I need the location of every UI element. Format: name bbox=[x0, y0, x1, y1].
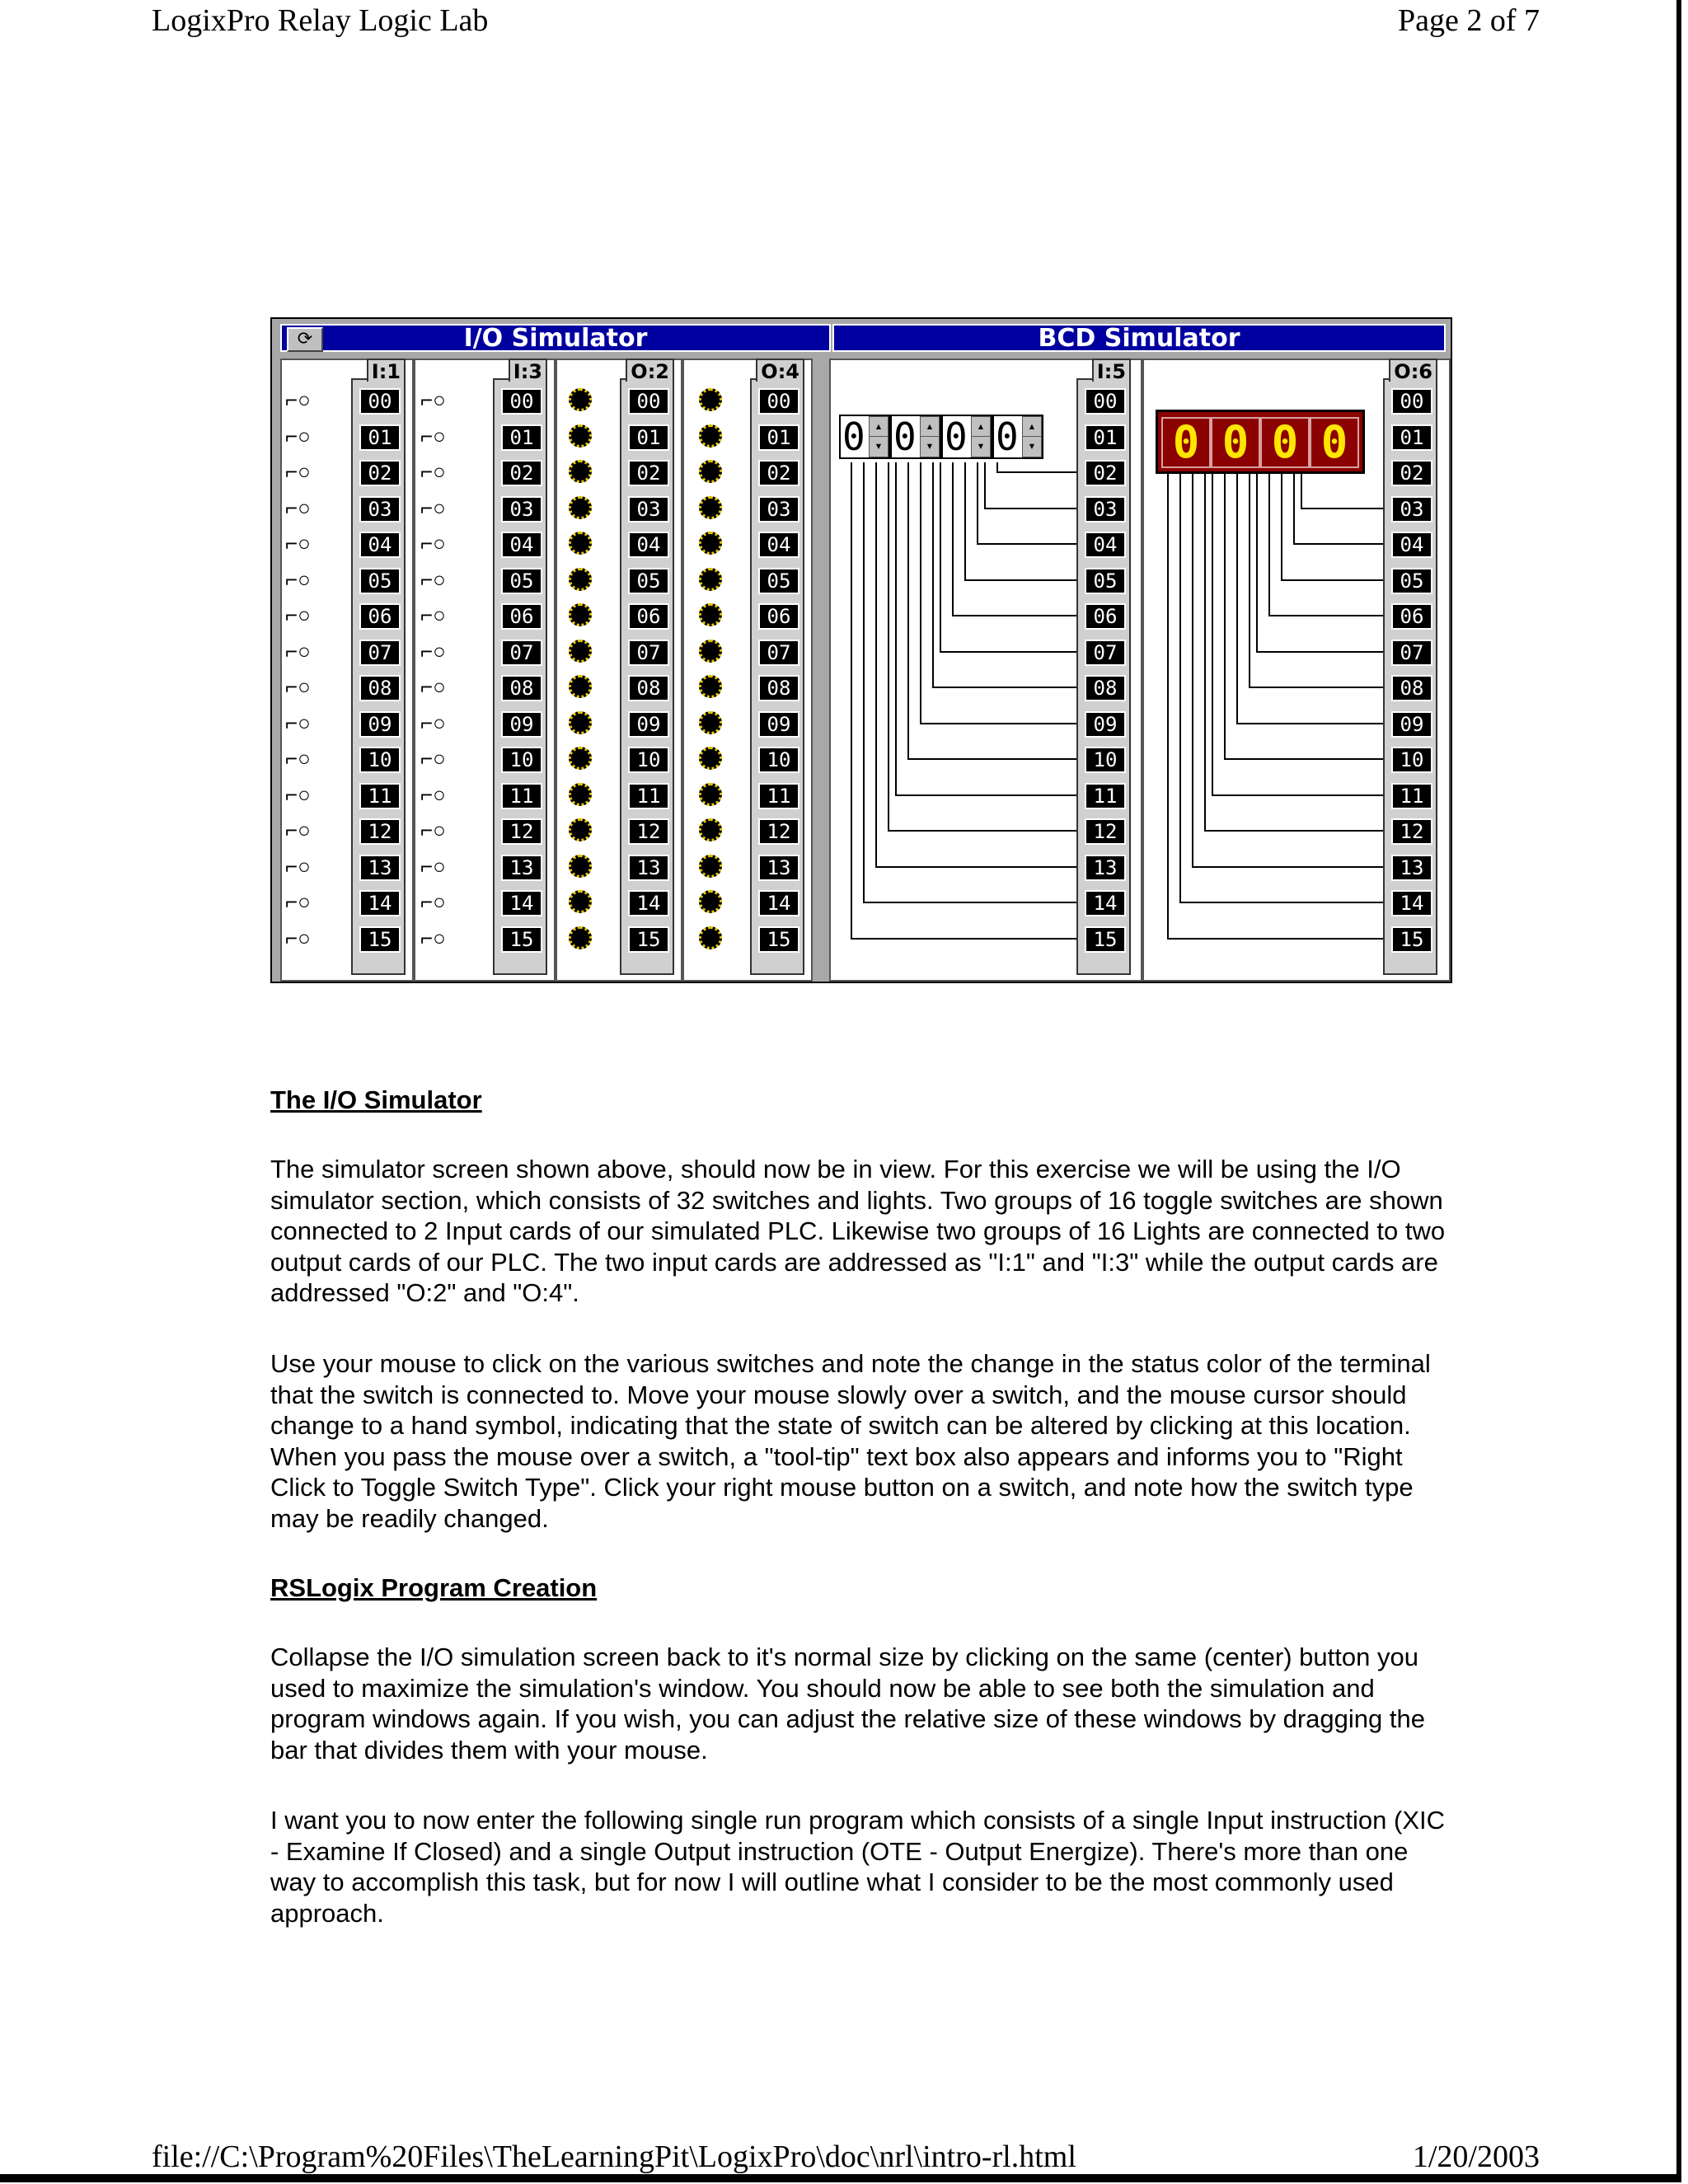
toggle-switch-02[interactable]: ⌐○ bbox=[285, 459, 311, 484]
input-card-i5 bbox=[1076, 360, 1131, 975]
bcd-wire bbox=[888, 830, 1076, 832]
toggle-switch-02[interactable]: ⌐○ bbox=[420, 459, 446, 484]
bcd-wire bbox=[907, 758, 1076, 760]
o2-terminal-04: 04 bbox=[628, 532, 669, 558]
bcd-column-i5 bbox=[829, 359, 1142, 982]
bcd-wire bbox=[996, 471, 1076, 473]
bcd-wire bbox=[851, 938, 1076, 940]
i1-terminal-11: 11 bbox=[359, 783, 401, 809]
pilot-light-09 bbox=[569, 711, 592, 734]
i5-terminal-12: 12 bbox=[1085, 818, 1126, 845]
o4-terminal-03: 03 bbox=[758, 496, 799, 523]
card-label: O:6 bbox=[1389, 359, 1437, 382]
i1-terminal-10: 10 bbox=[359, 747, 401, 773]
bcd-column-o6 bbox=[1142, 359, 1451, 982]
o6-terminal-05: 05 bbox=[1391, 568, 1432, 594]
o4-terminal-11: 11 bbox=[758, 783, 799, 809]
pilot-light-01 bbox=[569, 424, 592, 448]
thumbwheel[interactable]: 0 ▴ ▾ bbox=[992, 415, 1043, 459]
toggle-switch-10[interactable]: ⌐○ bbox=[420, 746, 446, 771]
toggle-switch-00[interactable]: ⌐○ bbox=[285, 387, 311, 412]
bcd-wire bbox=[932, 462, 934, 687]
i3-terminal-03: 03 bbox=[501, 496, 542, 523]
o2-terminal-13: 13 bbox=[628, 855, 669, 881]
o6-terminal-01: 01 bbox=[1391, 424, 1432, 451]
led-digit: 0 bbox=[1260, 417, 1310, 468]
bcd-wire bbox=[851, 462, 852, 938]
pilot-light-12 bbox=[569, 818, 592, 841]
bcd-wire bbox=[1204, 472, 1206, 830]
toggle-switch-05[interactable]: ⌐○ bbox=[285, 566, 311, 592]
o2-terminal-06: 06 bbox=[628, 603, 669, 630]
i3-terminal-14: 14 bbox=[501, 890, 542, 916]
bcd-wire bbox=[1249, 687, 1383, 688]
bcd-wire bbox=[940, 651, 1076, 653]
bcd-wire bbox=[1192, 866, 1383, 868]
bcd-wire bbox=[932, 687, 1076, 688]
paragraph-2: Use your mouse to click on the various switches and note the change in the status color of the terminal that the switch is connected to. Move your mouse slowly over a switch, and the mouse cursor should change to a hand symbol, indicating that the state of switch can be altered by clicking at this location. When you pass the mouse over a switch, a "tool-tip" text box also appears and informs you to "Right Click to Toggle Switch Type". Click your right mouse button on a switch, and note how the switch type may be readily changed. bbox=[270, 1349, 1431, 1533]
bcd-wire bbox=[1281, 472, 1282, 579]
pilot-light-03 bbox=[569, 496, 592, 519]
i1-terminal-09: 09 bbox=[359, 711, 401, 738]
pilot-light-08 bbox=[699, 675, 722, 698]
toggle-switch-04[interactable]: ⌐○ bbox=[420, 531, 446, 555]
o4-terminal-12: 12 bbox=[758, 818, 799, 845]
bcd-wire bbox=[1212, 794, 1383, 796]
i1-terminal-15: 15 bbox=[359, 926, 401, 953]
paragraph-4: I want you to now enter the following single run program which consists of a single Input instruction (XIC - Examine If Closed) and a single Output instruction (OTE - Output Energize). There's more than one way to accomplish this task, but for now I will outline what I consider to be the most commonly used approach. bbox=[270, 1806, 1446, 1928]
pilot-light-15 bbox=[699, 926, 722, 949]
toggle-switch-15[interactable]: ⌐○ bbox=[420, 925, 446, 950]
bcd-wire bbox=[1167, 938, 1383, 940]
io-column-i1 bbox=[280, 359, 414, 982]
i1-terminal-14: 14 bbox=[359, 890, 401, 916]
o6-terminal-02: 02 bbox=[1391, 460, 1432, 486]
pilot-light-07 bbox=[699, 640, 722, 663]
led-digit: 0 bbox=[1211, 417, 1260, 468]
toggle-switch-09[interactable]: ⌐○ bbox=[285, 710, 311, 735]
o6-terminal-09: 09 bbox=[1391, 711, 1432, 738]
i5-terminal-01: 01 bbox=[1085, 424, 1126, 451]
i1-terminal-07: 07 bbox=[359, 640, 401, 666]
input-card-i3 bbox=[493, 360, 547, 975]
i3-terminal-12: 12 bbox=[501, 818, 542, 845]
o2-terminal-15: 15 bbox=[628, 926, 669, 953]
i3-terminal-02: 02 bbox=[501, 460, 542, 486]
paragraph-1: The simulator screen shown above, should now be in view. For this exercise we will be using the I/O simulator section, which consists of 32 switches and lights. Two groups of 16 toggle switches are shown connected to 2 Input cards of our simulated PLC. Likewise two groups of 16 Lights are connected to two output cards of our PLC. The two input cards are addressed as "I:1" and "I:3" while the output cards are addressed "O:2" and "O:4". bbox=[270, 1155, 1446, 1307]
pilot-light-03 bbox=[699, 496, 722, 519]
toggle-switch-08[interactable]: ⌐○ bbox=[285, 674, 311, 699]
toggle-switch-06[interactable]: ⌐○ bbox=[285, 602, 311, 627]
bcd-wire bbox=[1268, 615, 1383, 616]
pilot-light-05 bbox=[699, 568, 722, 591]
bcd-wire bbox=[1179, 472, 1181, 902]
io-column-o2 bbox=[556, 359, 682, 982]
i3-terminal-07: 07 bbox=[501, 640, 542, 666]
i3-terminal-09: 09 bbox=[501, 711, 542, 738]
bcd-wire bbox=[907, 462, 909, 758]
bcd-wire bbox=[984, 508, 1076, 509]
i3-terminal-13: 13 bbox=[501, 855, 542, 881]
o6-terminal-04: 04 bbox=[1391, 532, 1432, 558]
o2-terminal-09: 09 bbox=[628, 711, 669, 738]
bcd-wire bbox=[875, 462, 877, 866]
toggle-switch-10[interactable]: ⌐○ bbox=[285, 746, 311, 771]
bcd-wire bbox=[863, 902, 1076, 903]
bcd-wire bbox=[1293, 543, 1383, 545]
card-label: I:3 bbox=[509, 359, 547, 382]
page-number: Page 2 of 7 bbox=[1397, 3, 1540, 38]
i5-terminal-11: 11 bbox=[1085, 783, 1126, 809]
bcd-wire bbox=[996, 462, 998, 471]
o4-terminal-14: 14 bbox=[758, 890, 799, 916]
i5-terminal-08: 08 bbox=[1085, 675, 1126, 701]
bcd-simulator-title: BCD Simulator bbox=[832, 324, 1446, 352]
toggle-switch-06[interactable]: ⌐○ bbox=[420, 602, 446, 627]
toggle-switch-01[interactable]: ⌐○ bbox=[420, 423, 446, 448]
pilot-light-10 bbox=[699, 747, 722, 770]
card-label: O:2 bbox=[626, 359, 674, 382]
o2-terminal-00: 00 bbox=[628, 388, 669, 415]
i3-terminal-06: 06 bbox=[501, 603, 542, 630]
o4-terminal-00: 00 bbox=[758, 388, 799, 415]
io-simulator-heading: The I/O Simulator bbox=[270, 1085, 482, 1114]
i1-terminal-08: 08 bbox=[359, 675, 401, 701]
pilot-light-00 bbox=[699, 388, 722, 411]
bcd-wire bbox=[1293, 472, 1295, 543]
thumbwheel[interactable]: 0 ▴ ▾ bbox=[890, 415, 941, 459]
bcd-wire bbox=[920, 462, 921, 723]
i5-terminal-09: 09 bbox=[1085, 711, 1126, 738]
i5-terminal-15: 15 bbox=[1085, 926, 1126, 953]
bcd-wire bbox=[1249, 472, 1250, 687]
pilot-light-01 bbox=[699, 424, 722, 448]
o2-terminal-14: 14 bbox=[628, 890, 669, 916]
bcd-wire bbox=[1212, 472, 1213, 794]
pilot-light-06 bbox=[569, 603, 592, 626]
i5-terminal-04: 04 bbox=[1085, 532, 1126, 558]
i1-terminal-02: 02 bbox=[359, 460, 401, 486]
toggle-switch-14[interactable]: ⌐○ bbox=[285, 889, 311, 914]
toggle-switch-12[interactable]: ⌐○ bbox=[420, 818, 446, 842]
bcd-wire bbox=[1281, 579, 1383, 581]
card-label: I:5 bbox=[1092, 359, 1131, 382]
toggle-switch-07[interactable]: ⌐○ bbox=[285, 638, 311, 663]
pilot-light-14 bbox=[699, 890, 722, 913]
bcd-wire bbox=[1204, 830, 1383, 832]
i3-terminal-04: 04 bbox=[501, 532, 542, 558]
o2-terminal-11: 11 bbox=[628, 783, 669, 809]
o4-terminal-09: 09 bbox=[758, 711, 799, 738]
i1-terminal-00: 00 bbox=[359, 388, 401, 415]
o4-terminal-13: 13 bbox=[758, 855, 799, 881]
toggle-switch-08[interactable]: ⌐○ bbox=[420, 674, 446, 699]
rslogix-heading: RSLogix Program Creation bbox=[270, 1573, 598, 1602]
i3-terminal-05: 05 bbox=[501, 568, 542, 594]
i3-terminal-15: 15 bbox=[501, 926, 542, 953]
i3-terminal-10: 10 bbox=[501, 747, 542, 773]
bcd-wire bbox=[1301, 508, 1383, 509]
bcd-wire bbox=[977, 462, 978, 543]
bcd-wire bbox=[964, 579, 1076, 581]
bcd-wire bbox=[1224, 758, 1383, 760]
o2-terminal-01: 01 bbox=[628, 424, 669, 451]
bcd-wire bbox=[1256, 472, 1258, 651]
bcd-wire bbox=[952, 462, 954, 615]
o4-terminal-02: 02 bbox=[758, 460, 799, 486]
pilot-light-14 bbox=[569, 890, 592, 913]
page-header-title: LogixPro Relay Logic Lab bbox=[152, 3, 489, 38]
toggle-switch-01[interactable]: ⌐○ bbox=[285, 423, 311, 448]
o2-terminal-10: 10 bbox=[628, 747, 669, 773]
o4-terminal-06: 06 bbox=[758, 603, 799, 630]
bcd-wire bbox=[1224, 472, 1226, 758]
o2-terminal-03: 03 bbox=[628, 496, 669, 523]
o6-terminal-10: 10 bbox=[1391, 747, 1432, 773]
pilot-light-02 bbox=[699, 460, 722, 483]
pilot-light-02 bbox=[569, 460, 592, 483]
i5-terminal-07: 07 bbox=[1085, 640, 1126, 666]
bcd-wire bbox=[920, 723, 1076, 724]
pilot-light-09 bbox=[699, 711, 722, 734]
o2-terminal-08: 08 bbox=[628, 675, 669, 701]
i3-terminal-01: 01 bbox=[501, 424, 542, 451]
toggle-switch-03[interactable]: ⌐○ bbox=[420, 494, 446, 520]
paragraph-3: Collapse the I/O simulation screen back to it's normal size by clicking on the same (center) button you used to maximize the simulation's window. You should now be able to see both the simulation and program windows again. If you wish, you can adjust the relative size of these windows by dragging the bar that divides them with your mouse. bbox=[270, 1643, 1425, 1765]
o2-terminal-05: 05 bbox=[628, 568, 669, 594]
o2-terminal-02: 02 bbox=[628, 460, 669, 486]
i1-terminal-06: 06 bbox=[359, 603, 401, 630]
card-label: I:1 bbox=[367, 359, 406, 382]
i5-terminal-03: 03 bbox=[1085, 496, 1126, 523]
led-digit: 0 bbox=[1310, 417, 1359, 468]
i1-terminal-01: 01 bbox=[359, 424, 401, 451]
simulator-screenshot bbox=[270, 317, 1452, 983]
output-card-o6 bbox=[1383, 360, 1437, 975]
o6-terminal-07: 07 bbox=[1391, 640, 1432, 666]
i1-terminal-05: 05 bbox=[359, 568, 401, 594]
bcd-wire bbox=[1167, 472, 1169, 938]
i5-terminal-14: 14 bbox=[1085, 890, 1126, 916]
o6-terminal-13: 13 bbox=[1391, 855, 1432, 881]
pilot-light-13 bbox=[699, 855, 722, 878]
i5-terminal-06: 06 bbox=[1085, 603, 1126, 630]
pilot-light-07 bbox=[569, 640, 592, 663]
o2-terminal-07: 07 bbox=[628, 640, 669, 666]
bcd-wire bbox=[952, 615, 1076, 616]
bcd-wire bbox=[1179, 902, 1383, 903]
toggle-switch-00[interactable]: ⌐○ bbox=[420, 387, 446, 412]
bcd-wire bbox=[1256, 651, 1383, 653]
toggle-switch-15[interactable]: ⌐○ bbox=[285, 925, 311, 950]
i5-terminal-02: 02 bbox=[1085, 460, 1126, 486]
toggle-switch-13[interactable]: ⌐○ bbox=[285, 853, 311, 879]
o4-terminal-07: 07 bbox=[758, 640, 799, 666]
page-footer-date: 1/20/2003 bbox=[1412, 2139, 1540, 2174]
page-footer-path: file://C:\Program%20Files\TheLearningPit\LogixPro\doc\nrl\intro-rl.html bbox=[152, 2139, 1076, 2174]
pilot-light-10 bbox=[569, 747, 592, 770]
toggle-switch-03[interactable]: ⌐○ bbox=[285, 494, 311, 520]
pilot-light-08 bbox=[569, 675, 592, 698]
io-simulator-title: I/O Simulator bbox=[280, 324, 831, 352]
thumbwheel[interactable]: 0 ▴ ▾ bbox=[839, 415, 890, 459]
thumbwheel[interactable]: 0 ▴ ▾ bbox=[941, 415, 992, 459]
pilot-light-11 bbox=[699, 783, 722, 806]
bcd-wire bbox=[895, 794, 1076, 796]
led-display bbox=[1156, 410, 1365, 474]
bcd-wire bbox=[977, 543, 1076, 545]
i1-terminal-04: 04 bbox=[359, 532, 401, 558]
toggle-switch-13[interactable]: ⌐○ bbox=[420, 853, 446, 879]
i5-terminal-00: 00 bbox=[1085, 388, 1126, 415]
pilot-light-00 bbox=[569, 388, 592, 411]
o4-terminal-10: 10 bbox=[758, 747, 799, 773]
pilot-light-06 bbox=[699, 603, 722, 626]
bcd-wire bbox=[888, 462, 889, 830]
o4-terminal-05: 05 bbox=[758, 568, 799, 594]
i1-terminal-03: 03 bbox=[359, 496, 401, 523]
o4-terminal-08: 08 bbox=[758, 675, 799, 701]
bcd-wire bbox=[984, 462, 986, 508]
o6-terminal-12: 12 bbox=[1391, 818, 1432, 845]
o6-terminal-14: 14 bbox=[1391, 890, 1432, 916]
toggle-switch-14[interactable]: ⌐○ bbox=[420, 889, 446, 914]
pilot-light-05 bbox=[569, 568, 592, 591]
output-card-o2 bbox=[620, 360, 674, 975]
toggle-switch-05[interactable]: ⌐○ bbox=[420, 566, 446, 592]
pilot-light-04 bbox=[699, 532, 722, 555]
bcd-wire bbox=[1268, 472, 1270, 615]
i3-terminal-00: 00 bbox=[501, 388, 542, 415]
toggle-switch-12[interactable]: ⌐○ bbox=[285, 818, 311, 842]
bcd-wire bbox=[875, 866, 1076, 868]
pilot-light-13 bbox=[569, 855, 592, 878]
bcd-wire bbox=[940, 462, 941, 651]
o4-terminal-15: 15 bbox=[758, 926, 799, 953]
i5-terminal-13: 13 bbox=[1085, 855, 1126, 881]
pilot-light-04 bbox=[569, 532, 592, 555]
restore-icon[interactable]: ⟳ bbox=[287, 327, 323, 352]
toggle-switch-11[interactable]: ⌐○ bbox=[285, 781, 311, 807]
toggle-switch-09[interactable]: ⌐○ bbox=[420, 710, 446, 735]
o6-terminal-06: 06 bbox=[1391, 603, 1432, 630]
io-column-o4 bbox=[682, 359, 813, 982]
bcd-wire bbox=[964, 462, 966, 579]
toggle-switch-07[interactable]: ⌐○ bbox=[420, 638, 446, 663]
i5-terminal-10: 10 bbox=[1085, 747, 1126, 773]
card-label: O:4 bbox=[756, 359, 804, 382]
pilot-light-12 bbox=[699, 818, 722, 841]
toggle-switch-11[interactable]: ⌐○ bbox=[420, 781, 446, 807]
i1-terminal-12: 12 bbox=[359, 818, 401, 845]
i3-terminal-11: 11 bbox=[501, 783, 542, 809]
output-card-o4 bbox=[750, 360, 804, 975]
pilot-light-15 bbox=[569, 926, 592, 949]
o6-terminal-03: 03 bbox=[1391, 496, 1432, 523]
o4-terminal-01: 01 bbox=[758, 424, 799, 451]
pilot-light-11 bbox=[569, 783, 592, 806]
o6-terminal-11: 11 bbox=[1391, 783, 1432, 809]
i1-terminal-13: 13 bbox=[359, 855, 401, 881]
i3-terminal-08: 08 bbox=[501, 675, 542, 701]
bcd-wire bbox=[1192, 472, 1193, 866]
bcd-wire bbox=[895, 462, 897, 794]
bcd-wire bbox=[1236, 723, 1383, 724]
bcd-wire bbox=[863, 462, 865, 902]
o2-terminal-12: 12 bbox=[628, 818, 669, 845]
bcd-wire bbox=[1301, 472, 1302, 508]
bcd-wire bbox=[1236, 472, 1238, 723]
i5-terminal-05: 05 bbox=[1085, 568, 1126, 594]
o4-terminal-04: 04 bbox=[758, 532, 799, 558]
o6-terminal-08: 08 bbox=[1391, 675, 1432, 701]
io-column-i3 bbox=[414, 359, 556, 982]
o6-terminal-15: 15 bbox=[1391, 926, 1432, 953]
input-card-i1 bbox=[351, 360, 406, 975]
led-digit: 0 bbox=[1161, 417, 1211, 468]
toggle-switch-04[interactable]: ⌐○ bbox=[285, 531, 311, 555]
o6-terminal-00: 00 bbox=[1391, 388, 1432, 415]
